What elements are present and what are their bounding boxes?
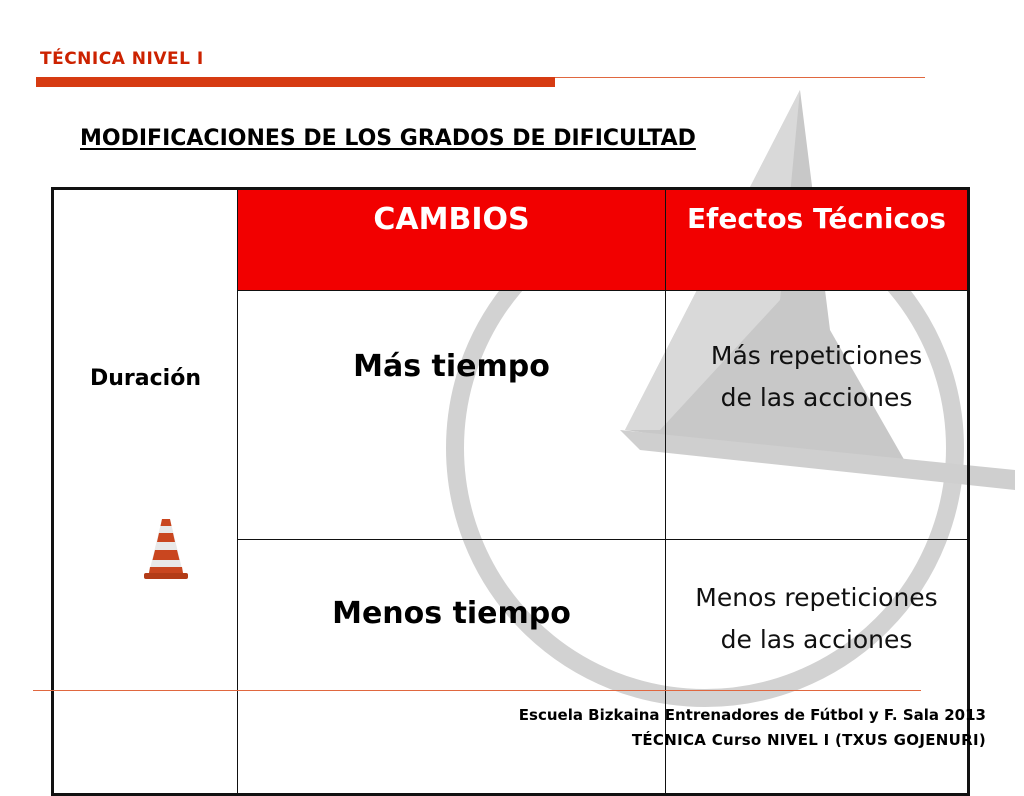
effect-line: de las acciones <box>720 383 913 412</box>
column-header-cambios <box>238 189 666 291</box>
footer-school: Escuela Bizkaina Entrenadores de Fútbol y F. Sala 2013 <box>518 706 986 724</box>
factor-label: Duración <box>90 366 201 391</box>
effect-line: Más repeticiones <box>710 341 923 370</box>
footer-rule <box>33 690 921 691</box>
footer-course: TÉCNICA Curso NIVEL I (TXUS GOJENURI) <box>631 731 986 749</box>
change-cell <box>238 291 666 540</box>
effect-cell <box>666 291 969 540</box>
effect-line: Menos repeticiones <box>695 583 938 612</box>
change-cell <box>238 540 666 795</box>
column-header-efectos <box>666 189 969 291</box>
table-header-row <box>53 189 969 291</box>
change-label: Menos tiempo <box>332 596 571 631</box>
effect-cell <box>666 540 969 795</box>
effect-line: de las acciones <box>720 625 913 654</box>
header-title: TÉCNICA NIVEL I <box>40 49 204 69</box>
column-header-efectos-label: Efectos Técnicos <box>687 202 946 235</box>
traffic-cone-icon <box>141 515 191 581</box>
slide-title: MODIFICACIONES DE LOS GRADOS DE DIFICULTAD <box>80 126 696 151</box>
factor-cell <box>53 189 238 795</box>
change-label: Más tiempo <box>353 349 550 384</box>
difficulty-table <box>51 187 970 796</box>
column-header-cambios-label: CAMBIOS <box>373 202 530 237</box>
